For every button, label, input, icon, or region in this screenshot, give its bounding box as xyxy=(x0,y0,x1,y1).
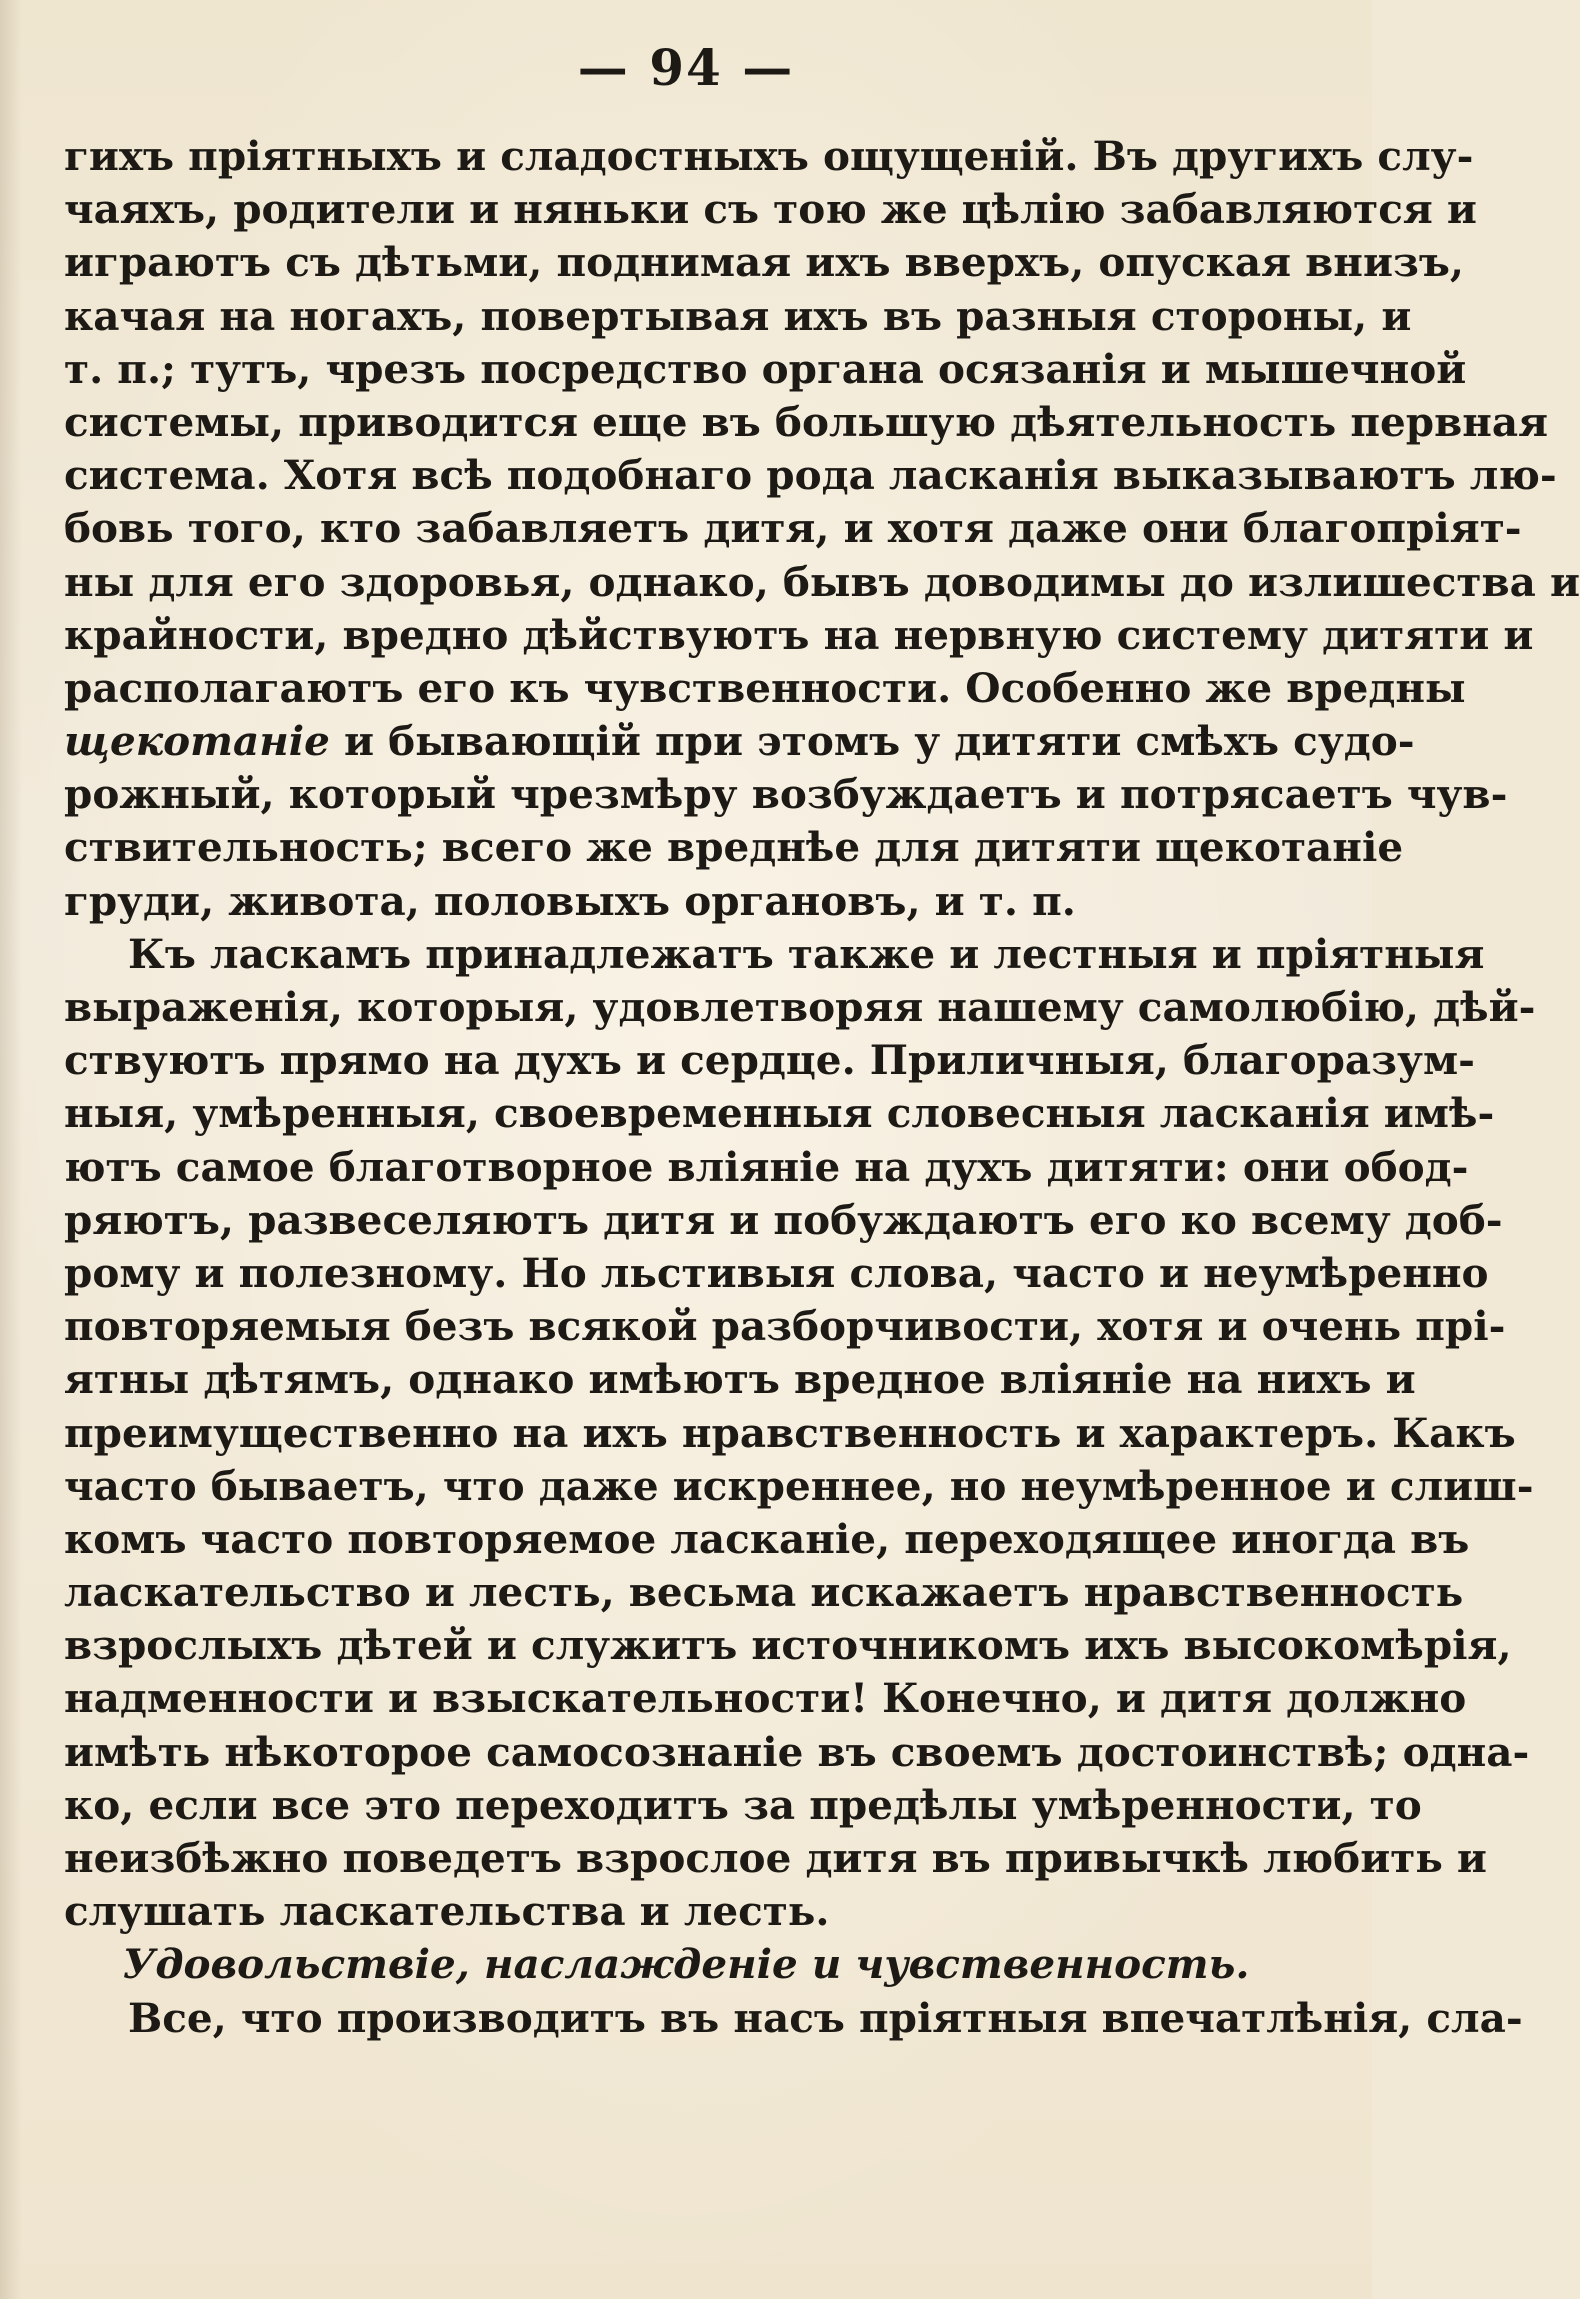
text-line: слушать ласкательства и лесть. xyxy=(64,1887,830,1936)
text-line: имѣть нѣкоторое самосознаніе въ своемъ достоинствѣ; одна- xyxy=(64,1727,1530,1776)
text-line: качая на ногахъ, повертывая ихъ въ разныя стороны, и xyxy=(64,291,1412,340)
body-text xyxy=(64,130,1580,2045)
page-edge-shadow xyxy=(0,0,22,2299)
section-heading: Удовольствіе, наслажденіе и чувственность. xyxy=(122,1940,1250,1989)
text-line: груди, живота, половыхъ органовъ, и т. п. xyxy=(64,876,1076,925)
text-line: неизбѣжно поведетъ взрослое дитя въ привычкѣ любить и xyxy=(64,1834,1487,1882)
text-line: комъ часто повторяемое ласканіе, переходящее иногда въ xyxy=(64,1514,1470,1563)
text-line: т. п.; тутъ, чрезъ посредство органа осязанія и мышечной xyxy=(64,344,1467,393)
text-line: ны для его здоровья, однако, бывъ доводимы до излишества и xyxy=(64,557,1580,606)
text-line: ряютъ, развеселяютъ дитя и побуждаютъ его ко всему доб- xyxy=(64,1195,1503,1244)
text-line: бовь того, кто забавляетъ дитя, и хотя даже они благопріят- xyxy=(64,504,1522,553)
text-fragment: и бывающій при этомъ у дитяти смѣхъ судо- xyxy=(329,717,1415,766)
text-line: система. Хотя всѣ подобнаго рода ласканія выказываютъ лю- xyxy=(64,451,1557,500)
text-line: играютъ съ дѣтьми, поднимая ихъ вверхъ, опуская внизъ, xyxy=(64,238,1464,287)
page-number: — 94 — xyxy=(577,38,795,97)
text-line: рому и полезному. Но льстивыя слова, часто и неумѣренно xyxy=(64,1248,1489,1297)
text-line: выраженія, которыя, удовлетворяя нашему самолюбію, дѣй- xyxy=(64,983,1536,1031)
italic-term: щекотаніе xyxy=(64,717,330,766)
text-line: ныя, умѣренныя, своевременныя словесныя ласканія имѣ- xyxy=(64,1089,1495,1138)
text-line: ствительность; всего же вреднѣе для дитяти щекотаніе xyxy=(64,823,1404,872)
text-line: ко, если все это переходитъ за предѣлы умѣренности, то xyxy=(64,1780,1422,1829)
text-line: гихъ пріятныхъ и сладостныхъ ощущеній. Въ другихъ слу- xyxy=(64,132,1474,180)
text-line: ласкательство и лесть, весьма искажаетъ нравственность xyxy=(64,1568,1464,1617)
text-line: располагаютъ его къ чувственности. Особенно же вредны xyxy=(64,663,1466,712)
text-line: надменности и взыскательности! Конечно, и дитя должно xyxy=(64,1674,1467,1723)
text-line-with-italic xyxy=(64,715,1415,768)
text-line: чаяхъ, родители и няньки съ тою же цѣлію забавляются и xyxy=(64,185,1477,234)
text-line: крайности, вредно дѣйствуютъ на нервную систему дитяти и xyxy=(64,610,1534,659)
text-line: ютъ самое благотворное вліяніе на духъ дитяти: они обод- xyxy=(64,1142,1469,1191)
text-line: преимущественно на ихъ нравственность и характеръ. Какъ xyxy=(64,1408,1516,1457)
text-line: часто бываетъ, что даже искреннее, но неумѣренное и слиш- xyxy=(64,1461,1534,1510)
paragraph-first-line: Все, что производитъ въ насъ пріятныя впечатлѣнія, сла- xyxy=(128,1993,1523,2042)
text-line: системы, приводится еще въ большую дѣятельность первная xyxy=(64,397,1549,446)
paragraph-first-line: Къ ласкамъ принадлежатъ также и лестныя и пріятныя xyxy=(128,929,1485,978)
text-line: рожный, который чрезмѣру возбуждаетъ и потрясаетъ чув- xyxy=(64,770,1508,819)
text-line: ятны дѣтямъ, однако имѣютъ вредное вліяніе на нихъ и xyxy=(64,1355,1416,1404)
text-line: повторяемыя безъ всякой разборчивости, хотя и очень прі- xyxy=(64,1302,1506,1351)
text-line: взрослыхъ дѣтей и служитъ источникомъ ихъ высокомѣрія, xyxy=(64,1621,1512,1670)
text-line: ствуютъ прямо на духъ и сердце. Приличныя, благоразум- xyxy=(64,1036,1475,1085)
